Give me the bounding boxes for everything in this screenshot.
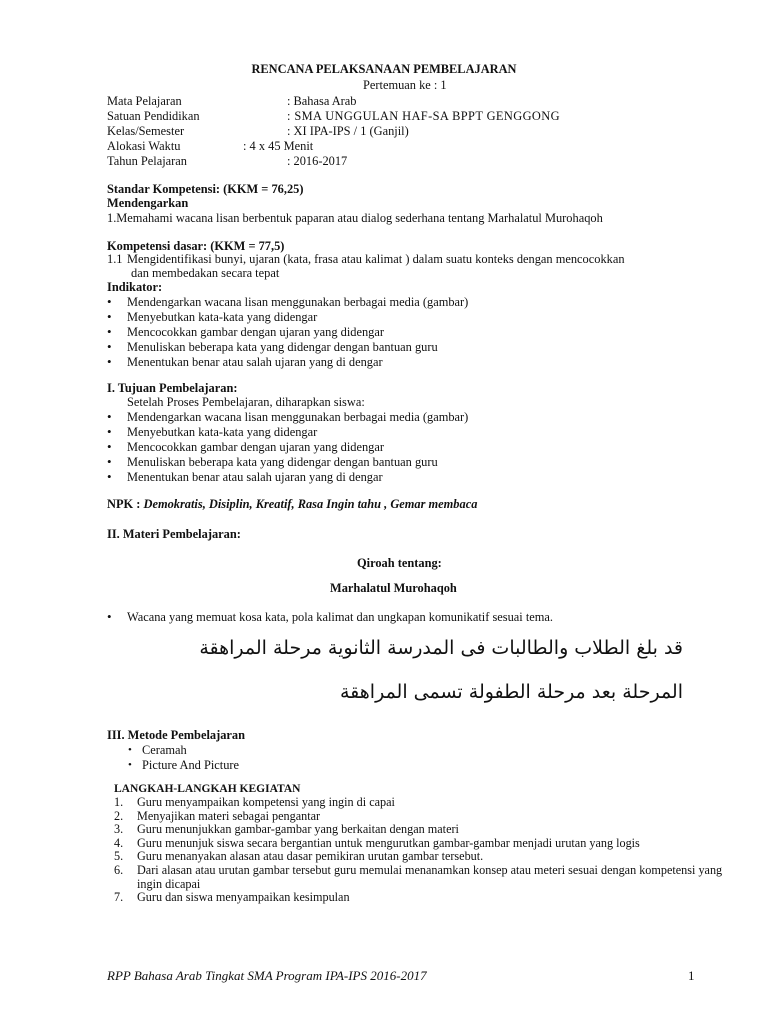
- standar-item: 1.Memahami wacana lisan berbentuk paparan atau dialog sederhana tentang Marhalatul Murohaqoh: [107, 211, 603, 225]
- identity-label: Satuan Pendidikan: [107, 109, 200, 123]
- kompetensi-text: Mengidentifikasi bunyi, ujaran (kata, frasa atau kalimat ) dalam suatu konteks dengan mencocokkan: [127, 252, 625, 266]
- list-item: • Menuliskan beberapa kata yang didengar dengan bantuan guru: [107, 455, 468, 470]
- identity-value: : Bahasa Arab: [287, 94, 357, 108]
- list-item: • Menyebutkan kata-kata yang didengar: [107, 425, 468, 440]
- materi-topic: Qiroah tentang:: [357, 556, 442, 570]
- list-item: • Menentukan benar atau salah ujaran yang di dengar: [107, 470, 468, 485]
- list-item: • Mencocokkan gambar dengan ujaran yang didengar: [107, 325, 468, 340]
- list-item: 1. Guru menyampaikan kompetensi yang ingin di capai: [114, 795, 395, 809]
- kompetensi-heading: Kompetensi dasar: (KKM = 77,5): [107, 239, 285, 253]
- identity-label: Tahun Pelajaran: [107, 154, 187, 168]
- list-item: • Mendengarkan wacana lisan menggunakan berbagai media (gambar): [107, 410, 468, 425]
- materi-title: Marhalatul Murohaqoh: [330, 581, 457, 595]
- list-item: • Menyebutkan kata-kata yang didengar: [107, 310, 468, 325]
- kompetensi-text: dan membedakan secara tepat: [131, 266, 280, 280]
- standar-heading: Standar Kompetensi: (KKM = 76,25): [107, 182, 304, 196]
- tujuan-list: [107, 410, 468, 485]
- tujuan-intro: Setelah Proses Pembelajaran, diharapkan siswa:: [127, 395, 365, 409]
- identity-value: : 2016-2017: [287, 154, 348, 168]
- materi-bullet: • Wacana yang memuat kosa kata, pola kalimat dan ungkapan komunikatif sesuai tema.: [107, 610, 768, 625]
- list-item: • Ceramah: [128, 743, 239, 758]
- document-title: RENCANA PELAKSANAAN PEMBELAJARAN: [251, 62, 517, 76]
- list-item: 4. Guru menunjuk siswa secara bergantian untuk mengurutkan gambar-gambar menjadi urutan yang logis: [114, 835, 640, 850]
- kompetensi-number: 1.1: [107, 252, 123, 266]
- meeting-number: Pertemuan ke : 1: [363, 78, 447, 92]
- list-item: 2. Menyajikan materi sebagai pengantar: [114, 808, 321, 823]
- metode-list: [128, 743, 239, 773]
- arabic-text: قد بلغ الطلاب والطالبات فى المدرسة الثانوية مرحلة المراهقة: [199, 637, 683, 659]
- indikator-list: [107, 295, 468, 370]
- list-item: • Mendengarkan wacana lisan menggunakan berbagai media (gambar): [107, 295, 468, 310]
- identity-value: : 4 x 45 Menit: [243, 139, 314, 153]
- list-item: • Picture And Picture: [128, 758, 239, 773]
- arabic-text: المرحلة بعد مرحلة الطفولة تسمى المراهقة: [339, 681, 683, 703]
- standar-subheading: Mendengarkan: [107, 196, 189, 210]
- list-item: • Mencocokkan gambar dengan ujaran yang didengar: [107, 440, 468, 455]
- identity-label: Alokasi Waktu: [107, 139, 181, 153]
- indikator-heading: Indikator:: [107, 280, 163, 294]
- list-item: 5. Guru menanyakan alasan atau dasar pemikiran urutan gambar tersebut.: [114, 849, 484, 864]
- metode-heading: III. Metode Pembelajaran: [107, 728, 245, 742]
- npk-values: Demokratis, Disiplin, Kreatif, Rasa Ingin tahu , Gemar membaca: [143, 497, 478, 511]
- list-item: 3. Guru menunjukkan gambar-gambar yang berkaitan dengan materi: [114, 822, 459, 837]
- tujuan-heading: I. Tujuan Pembelajaran:: [107, 381, 238, 395]
- npk-label: NPK :: [107, 497, 141, 511]
- npk-line: [107, 497, 477, 512]
- list-item: • Menuliskan beberapa kata yang didengar dengan bantuan guru: [107, 340, 468, 355]
- identity-label: Mata Pelajaran: [107, 94, 182, 108]
- list-item: • Menentukan benar atau salah ujaran yang di dengar: [107, 355, 468, 370]
- list-item: 6. Dari alasan atau urutan gambar tersebut guru memulai menanamkan konsep atau meteri sesuai dengan kompetensi yang ingin dicapai: [114, 862, 723, 891]
- identity-label: Kelas/Semester: [107, 124, 185, 138]
- identity-value: : SMA UNGGULAN HAF-SA BPPT GENGGONG: [287, 109, 560, 123]
- langkah-heading: LANGKAH-LANGKAH KEGIATAN: [114, 783, 301, 795]
- list-item: 7. Guru dan siswa menyampaikan kesimpulan: [114, 890, 350, 905]
- footer-text: RPP Bahasa Arab Tingkat SMA Program IPA-IPS 2016-2017: [107, 968, 427, 983]
- langkah-list: [114, 796, 727, 905]
- identity-value: : XI IPA-IPS / 1 (Ganjil): [287, 124, 409, 138]
- materi-heading: II. Materi Pembelajaran:: [107, 527, 241, 541]
- page-number: 1: [688, 968, 695, 983]
